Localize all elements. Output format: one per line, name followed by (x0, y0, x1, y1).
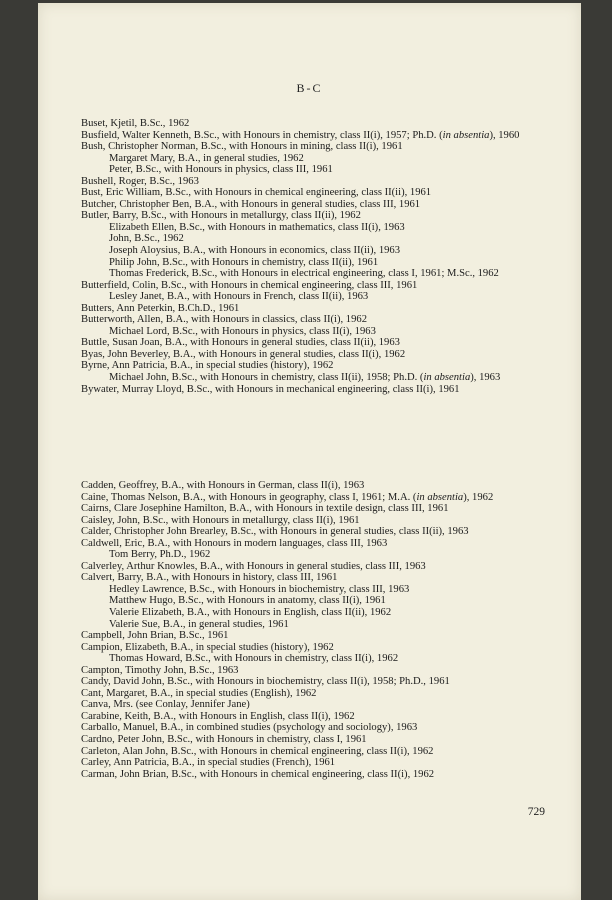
directory-entry: Carballo, Manuel, B.A., in combined studies (psychology and sociology), 1963 (81, 722, 418, 734)
directory-subentry: Margaret Mary, B.A., in general studies, 1962 (109, 152, 304, 164)
directory-entry: Butler, Barry, B.Sc., with Honours in metallurgy, class II(ii), 1962 (81, 210, 361, 222)
directory-subentry: Matthew Hugo, B.Sc., with Honours in anatomy, class II(i), 1961 (109, 595, 386, 607)
directory-subentry: Michael Lord, B.Sc., with Honours in physics, class II(i), 1963 (109, 325, 376, 337)
directory-subentry: Peter, B.Sc., with Honours in physics, class III, 1961 (109, 164, 333, 176)
directory-entry: Bush, Christopher Norman, B.Sc., with Honours in mining, class II(i), 1961 (81, 141, 403, 153)
directory-entry: Bywater, Murray Lloyd, B.Sc., with Honours in mechanical engineering, class II(i), 1961 (81, 383, 460, 395)
directory-entry: Bushell, Roger, B.Sc., 1963 (81, 175, 199, 187)
directory-entry: Calder, Christopher John Brearley, B.Sc., with Honours in general studies, class II(ii), 1963 (81, 526, 469, 538)
directory-entry: Buset, Kjetil, B.Sc., 1962 (81, 118, 190, 129)
directory-entry: Butcher, Christopher Ben, B.A., with Honours in general studies, class III, 1961 (81, 198, 421, 210)
directory-entry: Campton, Timothy John, B.Sc., 1963 (81, 664, 239, 676)
directory-entry: Byas, John Beverley, B.A., with Honours in general studies, class II(i), 1962 (81, 348, 406, 360)
directory-entry: Bust, Eric William, B.Sc., with Honours in chemical engineering, class II(ii), 1961 (81, 187, 432, 199)
directory-entry: Cant, Margaret, B.A., in special studies (English), 1962 (81, 687, 317, 699)
directory-entry: Caine, Thomas Nelson, B.A., with Honours in geography, class I, 1961; M.A. (in absentia), 1962 (81, 491, 494, 503)
directory-subentry: Thomas Frederick, B.Sc., with Honours in electrical engineering, class I, 1961; M.Sc., 1962 (109, 268, 499, 280)
directory-entry: Busfield, Walter Kenneth, B.Sc., with Honours in chemistry, class II(i), 1957; Ph.D. (in absentia), 1960 (81, 129, 520, 141)
directory-entry: Carleton, Alan John, B.Sc., with Honours in chemical engineering, class II(i), 1962 (81, 745, 434, 757)
directory-subentry: Tom Berry, Ph.D., 1962 (109, 549, 211, 561)
directory-entry: Cairns, Clare Josephine Hamilton, B.A., with Honours in textile design, class III, 1961 (81, 503, 449, 515)
directory-entry: Buttle, Susan Joan, B.A., with Honours in general studies, class II(ii), 1963 (81, 337, 400, 349)
directory-entry: Carley, Ann Patricia, B.A., in special studies (French), 1961 (81, 757, 336, 769)
directory-entry: Caldwell, Eric, B.A., with Honours in modern languages, class III, 1963 (81, 537, 388, 549)
directory-entry: Caisley, John, B.Sc., with Honours in metallurgy, class II(i), 1961 (81, 514, 360, 526)
directory-entry: Campbell, John Brian, B.Sc., 1961 (81, 630, 229, 642)
directory-entry: Butterworth, Allen, B.A., with Honours in classics, class II(i), 1962 (81, 314, 367, 326)
directory-subentry: Thomas Howard, B.Sc., with Honours in chemistry, class II(i), 1962 (109, 653, 399, 665)
page-number: 729 (527, 806, 545, 818)
directory-subentry: Valerie Elizabeth, B.A., with Honours in English, class II(ii), 1962 (109, 607, 392, 619)
directory-entry: Carabine, Keith, B.A., with Honours in English, class II(i), 1962 (81, 710, 355, 722)
directory-subentry: Philip John, B.Sc., with Honours in chemistry, class II(ii), 1961 (109, 256, 379, 268)
directory-entry: Candy, David John, B.Sc., with Honours in biochemistry, class II(i), 1958; Ph.D., 1961 (81, 676, 450, 688)
directory-entry: Cadden, Geoffrey, B.A., with Honours in German, class II(i), 1963 (81, 480, 365, 491)
directory-entry: Cardno, Peter John, B.Sc., with Honours in chemistry, class I, 1961 (81, 734, 367, 746)
directory-subentry: Valerie Sue, B.A., in general studies, 1961 (109, 618, 289, 630)
document-page (38, 3, 581, 900)
directory-entry: Calvert, Barry, B.A., with Honours in history, class III, 1961 (81, 572, 338, 584)
directory-subentry: Elizabeth Ellen, B.Sc., with Honours in mathematics, class II(i), 1963 (109, 221, 405, 233)
directory-entry: Byrne, Ann Patricia, B.A., in special studies (history), 1962 (81, 360, 334, 372)
directory-entry: Campion, Elizabeth, B.A., in special studies (history), 1962 (81, 641, 334, 653)
directory-entry: Carman, John Brian, B.Sc., with Honours in chemical engineering, class II(i), 1962 (81, 768, 435, 780)
page-heading: B-C (296, 81, 323, 95)
directory-entry: Canva, Mrs. (see Conlay, Jennifer Jane) (81, 699, 250, 711)
directory-subentry: Hedley Lawrence, B.Sc., with Honours in biochemistry, class III, 1963 (109, 583, 410, 595)
directory-entry: Butters, Ann Peterkin, B.Ch.D., 1961 (81, 302, 240, 314)
entries-section-c (81, 480, 559, 780)
directory-subentry: Lesley Janet, B.A., with Honours in French, class II(ii), 1963 (109, 291, 369, 303)
directory-entry: Calverley, Arthur Knowles, B.A., with Honours in general studies, class III, 1963 (81, 560, 426, 572)
directory-entry: Butterfield, Colin, B.Sc., with Honours in chemical engineering, class III, 1961 (81, 279, 418, 291)
directory-subentry: John, B.Sc., 1962 (109, 233, 184, 245)
directory-subentry: Joseph Aloysius, B.A., with Honours in economics, class II(ii), 1963 (109, 245, 401, 257)
entries-section-b (81, 118, 559, 395)
directory-subentry: Michael John, B.Sc., with Honours in chemistry, class II(ii), 1958; Ph.D. (in absentia), 1963 (109, 372, 501, 384)
